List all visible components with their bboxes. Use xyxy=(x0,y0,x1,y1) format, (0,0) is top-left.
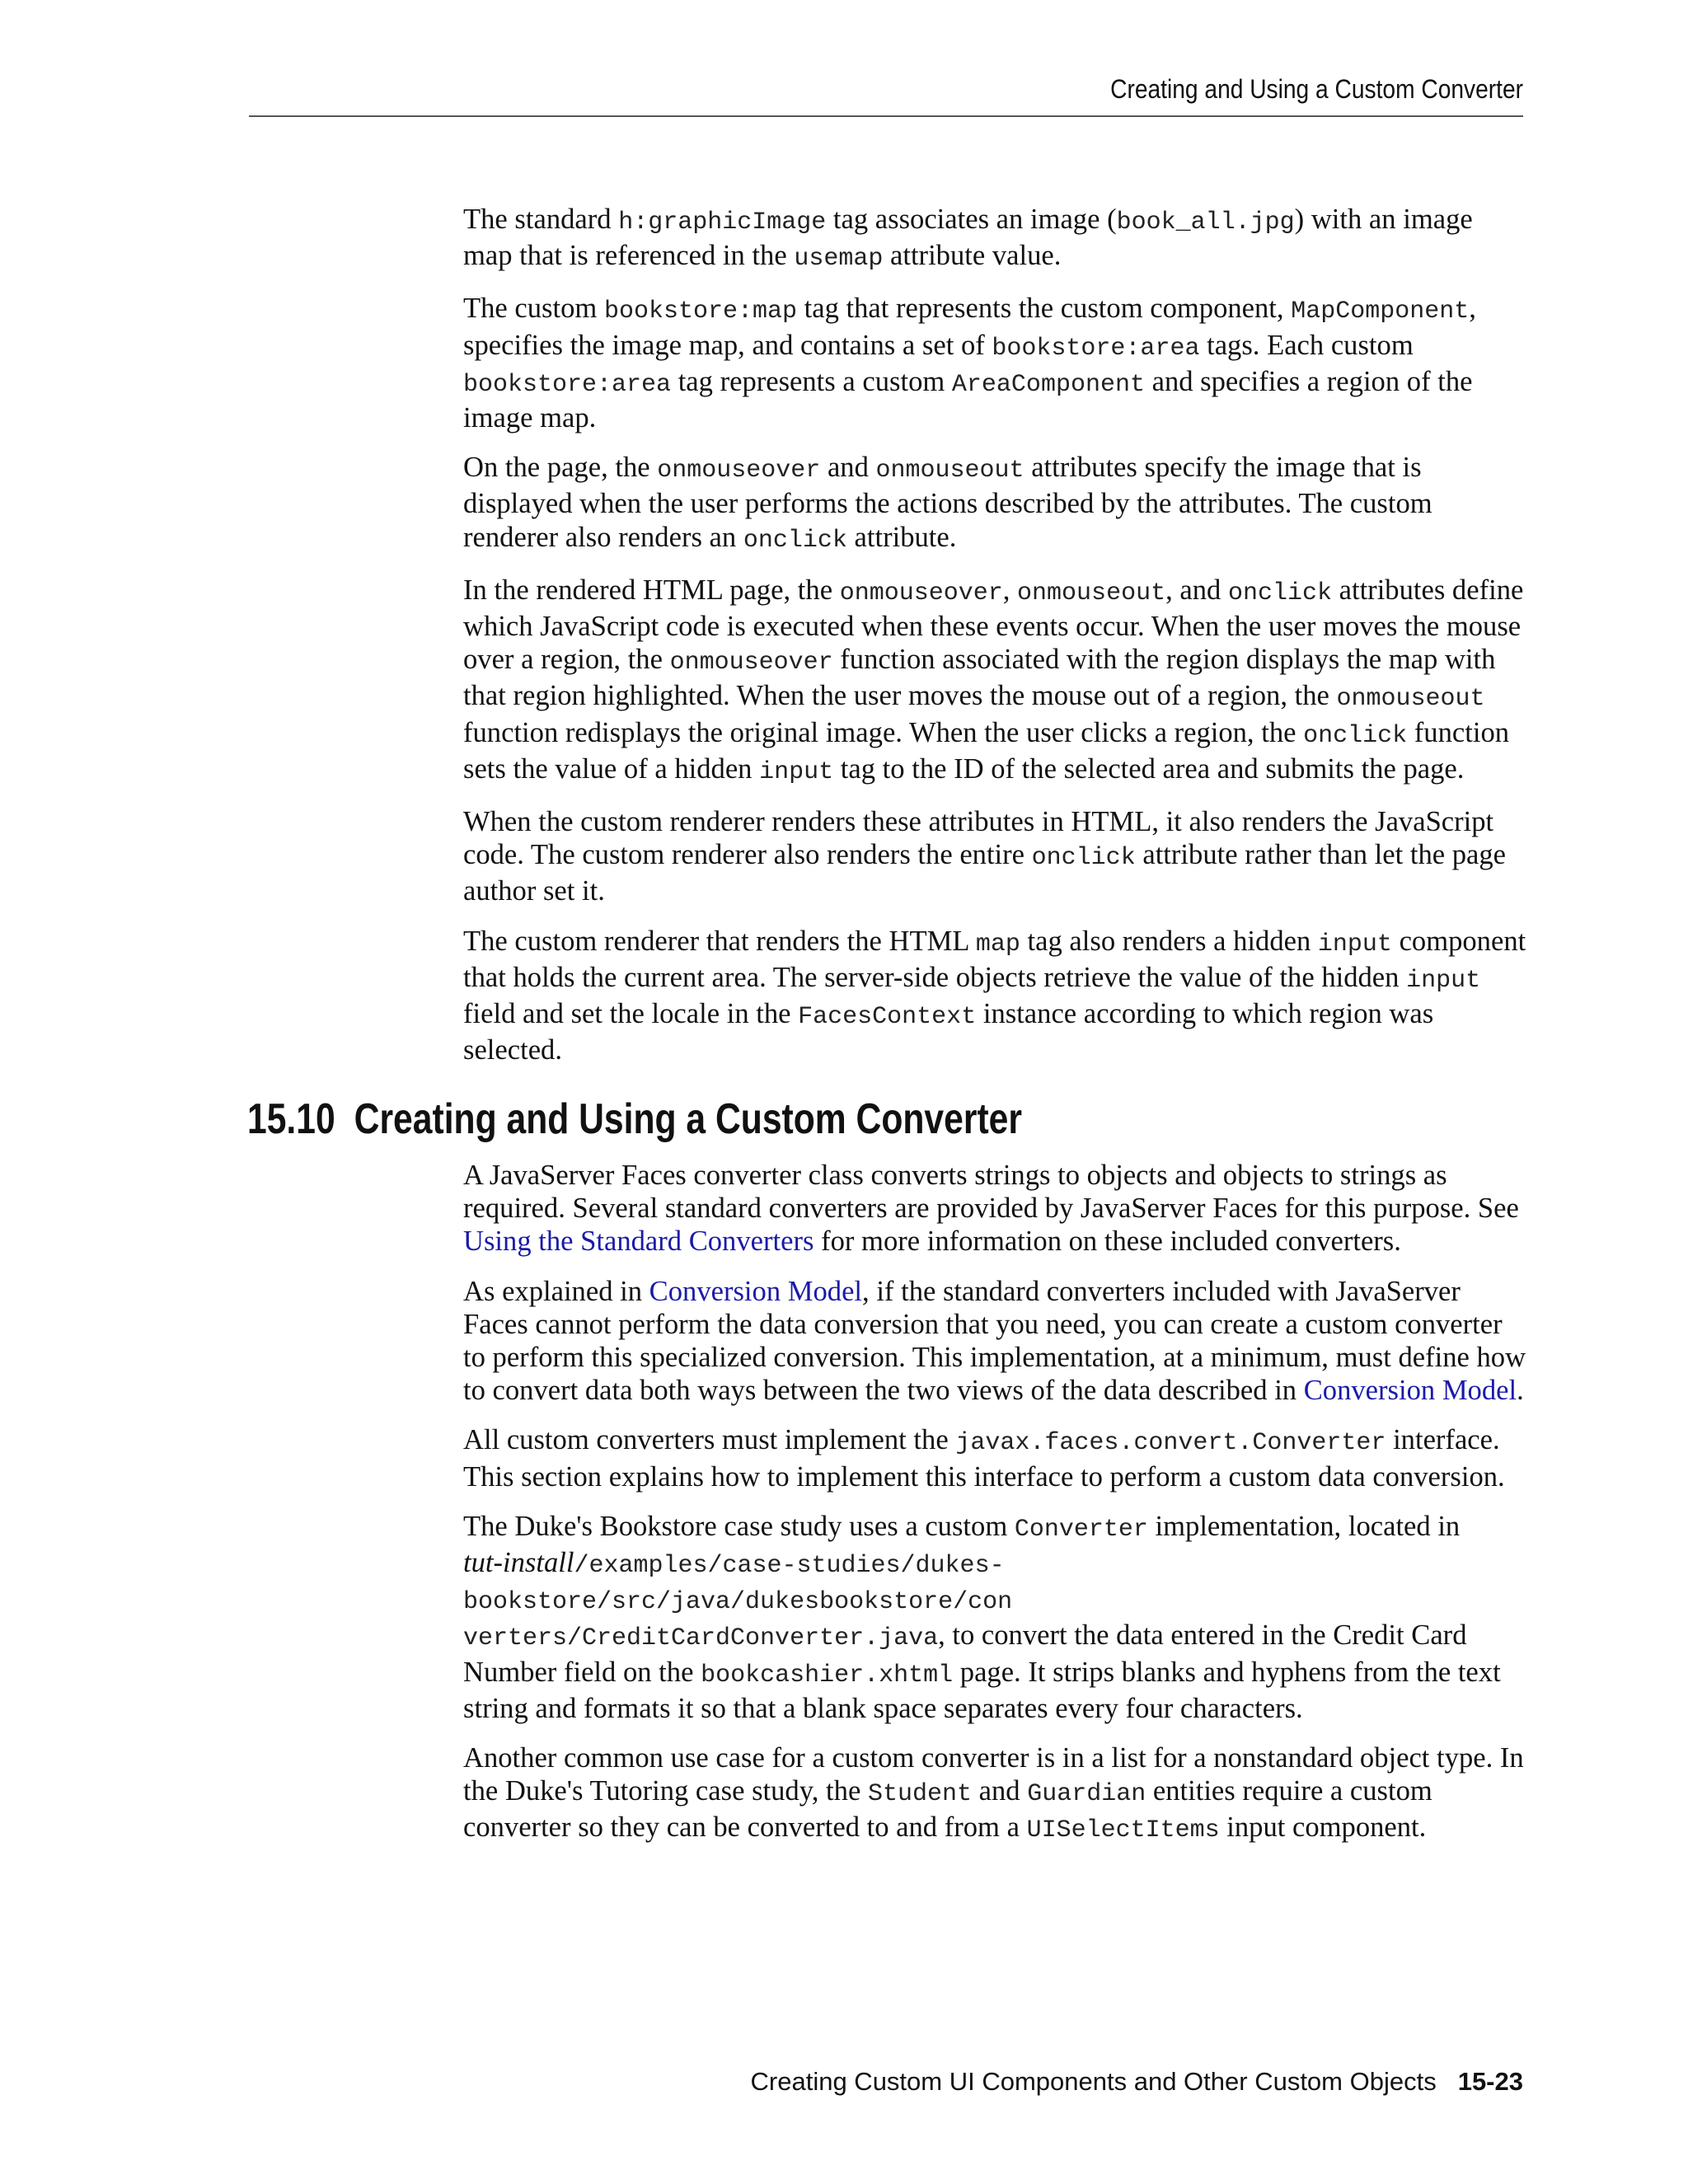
code: bookstore:area xyxy=(992,334,1200,363)
text: Another common use case for a custom converter is in a list for a nonstandard object type. In the Duke's Tutoring case study, the xyxy=(463,1742,1524,1807)
text: interface. This section explains how to implement this interface to perform a custom data conversion. xyxy=(463,1424,1505,1493)
text: function sets the value of a hidden xyxy=(463,716,1510,785)
text: The custom xyxy=(463,293,604,325)
code: AreaComponent xyxy=(951,370,1145,399)
code: onclick xyxy=(743,526,847,555)
code: /examples/case-studies/dukes-bookstore/src/java/dukesbookstore/con xyxy=(463,1552,1013,1617)
code: Converter xyxy=(1014,1515,1148,1544)
text: function associated with the region displays the map with that region highlighted. When the user moves the mouse out of a region, the xyxy=(463,644,1496,712)
text: attributes define which JavaScript code is executed when these events occur. When the user moves the mouse over a region, the xyxy=(463,574,1524,676)
text: entities require a custom converter so they can be converted to and from a xyxy=(463,1775,1432,1844)
footer-chapter-title: Creating Custom UI Components and Other Custom Objects xyxy=(750,2067,1437,2096)
code: input xyxy=(1406,966,1481,995)
text: , to convert the data entered in the Credit Card Number field on the xyxy=(463,1619,1467,1688)
running-footer xyxy=(247,2067,1523,2097)
code: usemap xyxy=(794,245,884,274)
text: On the page, the xyxy=(463,452,658,484)
text: When the custom renderer renders these attributes in HTML, it also renders the JavaScript code. The custom renderer also renders the entire xyxy=(463,806,1494,871)
code: onclick xyxy=(1303,721,1408,750)
section-number: 15.10 xyxy=(247,1095,335,1143)
text: tag associates an image ( xyxy=(826,204,1117,235)
paragraph xyxy=(463,1423,1526,1493)
code: UISelectItems xyxy=(1026,1816,1220,1845)
text: attribute value. xyxy=(883,240,1062,272)
italic-placeholder: tut-install xyxy=(463,1547,574,1579)
code: onmouseout xyxy=(875,457,1025,485)
link-using-standard-converters[interactable]: Using the Standard Converters xyxy=(463,1226,814,1258)
text: component that holds the current area. The server-side objects retrieve the value of the hidden xyxy=(463,925,1526,993)
section-body xyxy=(463,1159,1526,1864)
text: , if the standard converters included with JavaServer Faces cannot perform the data conversion that you need, you can create a custom converter to perform this specialized conversion. This implementation, at a minimum, must define how to convert data both ways between the two views of the data described in xyxy=(463,1275,1526,1407)
code: onmouseout xyxy=(1017,579,1166,607)
text: tag that represents the custom component, xyxy=(796,293,1292,325)
text: attributes specify the image that is displayed when the user performs the actions described by the attributes. The custom renderer also renders an xyxy=(463,452,1432,553)
text: . xyxy=(1517,1375,1524,1407)
paragraph xyxy=(463,1275,1526,1408)
text: for more information on these included converters. xyxy=(814,1226,1401,1258)
link-conversion-model[interactable]: Conversion Model xyxy=(1303,1375,1517,1407)
text: A JavaServer Faces converter class converts strings to objects and objects to strings as required. Several standard converters are provided by JavaServer Faces for this purpose. See xyxy=(463,1160,1519,1225)
text: page. It strips blanks and hyphens from the text string and formats it so that a blank space separates every four characters. xyxy=(463,1656,1501,1724)
code: onmouseout xyxy=(1336,685,1485,714)
text: and xyxy=(820,452,876,484)
code: onmouseover xyxy=(669,649,833,677)
code: MapComponent xyxy=(1291,298,1470,326)
text: function redisplays the original image. When the user clicks a region, the xyxy=(463,716,1304,748)
paragraph xyxy=(463,574,1526,789)
paragraph xyxy=(463,203,1526,275)
paragraph xyxy=(463,451,1526,557)
code: onclick xyxy=(1227,579,1332,607)
header-rule xyxy=(249,115,1523,117)
text: , xyxy=(1002,574,1018,606)
code: verters/CreditCardConverter.java xyxy=(463,1624,939,1653)
link-conversion-model[interactable]: Conversion Model xyxy=(649,1275,863,1307)
text: ) with an image map that is referenced in the xyxy=(463,204,1473,272)
text: The Duke's Bookstore case study uses a custom xyxy=(463,1510,1015,1542)
code: Student xyxy=(867,1780,972,1809)
text: In the rendered HTML page, the xyxy=(463,574,840,606)
paragraph xyxy=(463,805,1526,908)
code: bookstore:map xyxy=(603,298,797,326)
running-header: Creating and Using a Custom Converter xyxy=(1110,74,1523,104)
code: Guardian xyxy=(1027,1780,1146,1809)
code: onclick xyxy=(1031,844,1136,873)
code: h:graphicImage xyxy=(618,209,827,237)
text: The standard xyxy=(463,204,619,235)
text: tag to the ID of the selected area and submits the page. xyxy=(833,752,1465,785)
text: instance according to which region was selected. xyxy=(463,998,1434,1066)
code: javax.faces.convert.Converter xyxy=(955,1429,1386,1458)
intro-body xyxy=(463,203,1526,1083)
code: bookcashier.xhtml xyxy=(701,1661,954,1690)
text: and xyxy=(971,1775,1028,1807)
text: The custom renderer that renders the HTML xyxy=(463,925,976,957)
code: book_all.jpg xyxy=(1116,209,1295,237)
section-title: Creating and Using a Custom Converter xyxy=(354,1095,1022,1143)
code: input xyxy=(759,757,834,786)
text: attribute rather than let the page author set it. xyxy=(463,839,1507,907)
text: tag also renders a hidden xyxy=(1020,925,1318,957)
paragraph xyxy=(463,1741,1526,1848)
code: FacesContext xyxy=(798,1003,977,1032)
code: onmouseover xyxy=(657,457,821,485)
text: input component. xyxy=(1219,1811,1427,1844)
section-heading xyxy=(247,1094,1022,1144)
text: tag represents a custom xyxy=(671,365,952,397)
paragraph xyxy=(463,1159,1526,1258)
code: input xyxy=(1317,930,1392,958)
code: map xyxy=(975,930,1020,958)
text: tags. Each custom xyxy=(1199,329,1414,361)
text: All custom converters must implement the xyxy=(463,1424,956,1456)
text: field and set the locale in the xyxy=(463,998,799,1030)
page-number: 15-23 xyxy=(1457,2067,1523,2096)
text: and specifies a region of the image map. xyxy=(463,365,1473,434)
text: As explained in xyxy=(463,1275,649,1307)
paragraph xyxy=(463,1510,1526,1725)
paragraph xyxy=(463,292,1526,434)
paragraph xyxy=(463,925,1526,1067)
text: , and xyxy=(1165,574,1228,606)
text: attribute. xyxy=(846,521,957,553)
code: bookstore:area xyxy=(463,370,672,399)
code: onmouseover xyxy=(839,579,1003,607)
text: implementation, located in xyxy=(1147,1510,1461,1542)
text: , specifies the image map, and contains a set of xyxy=(463,293,1476,361)
